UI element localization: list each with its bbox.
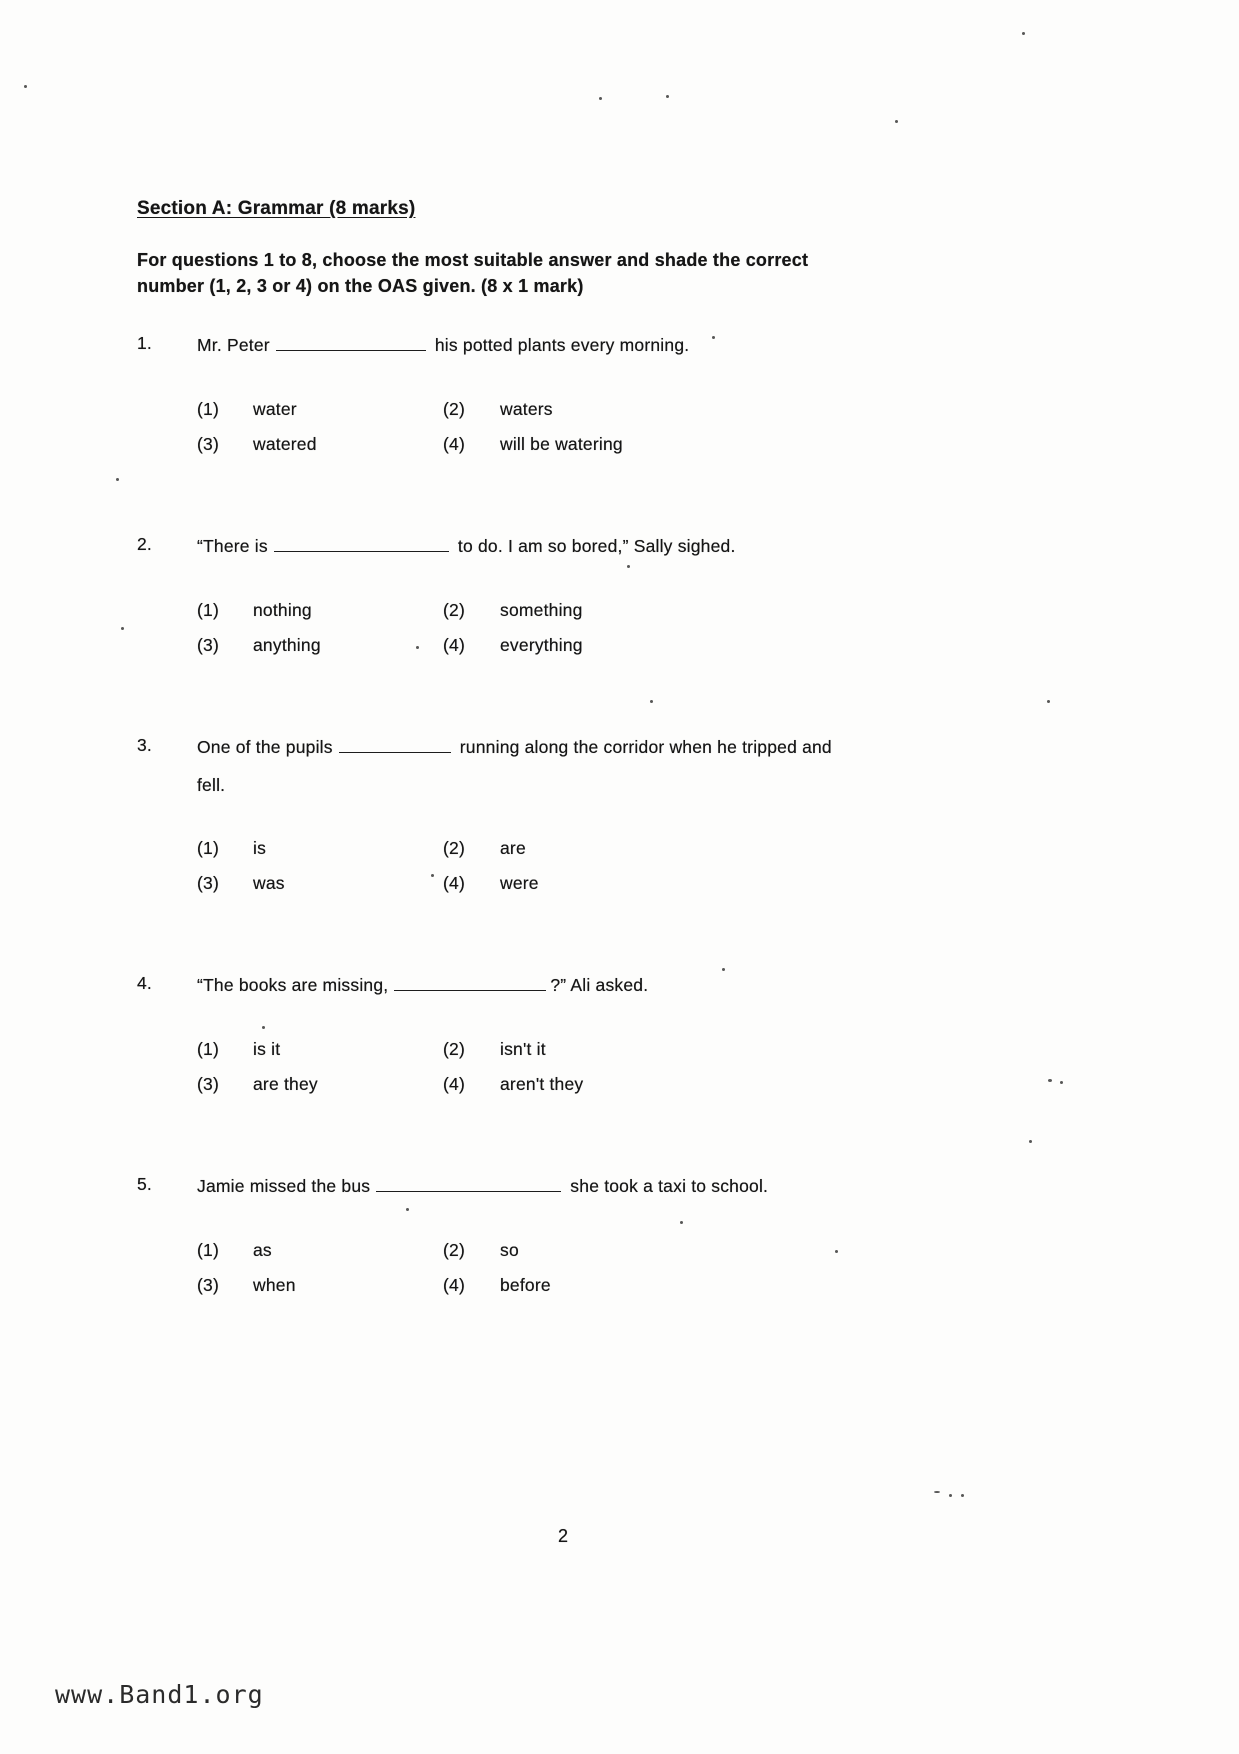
scan-speck bbox=[1029, 1140, 1032, 1143]
option-number: (1) bbox=[197, 600, 219, 620]
option-label: before bbox=[500, 1275, 551, 1295]
scan-speck bbox=[121, 627, 124, 630]
question-number: 2. bbox=[137, 534, 152, 554]
option-label: so bbox=[500, 1240, 519, 1260]
stem-text-after: ?” Ali asked. bbox=[550, 975, 649, 995]
stem-text-line2: fell. bbox=[197, 775, 226, 795]
question-5 bbox=[137, 1174, 912, 1296]
instructions-line-1: For questions 1 to 8, choose the most suitable answer and shade the correct bbox=[137, 250, 809, 270]
options-grid bbox=[197, 838, 912, 894]
section-title: Section A: Grammar (8 marks) bbox=[137, 198, 416, 219]
question-stem bbox=[197, 1174, 912, 1198]
scan-speck bbox=[116, 478, 119, 481]
option-number: (2) bbox=[443, 1240, 465, 1260]
scan-speck bbox=[599, 97, 602, 100]
option-number: (1) bbox=[197, 1039, 219, 1059]
options-grid bbox=[197, 1039, 912, 1095]
option-label: waters bbox=[500, 399, 553, 419]
question-3 bbox=[137, 735, 912, 894]
instructions-line-2: number (1, 2, 3 or 4) on the OAS given. (8 x 1 mark) bbox=[137, 276, 584, 296]
option-number: (2) bbox=[443, 600, 465, 620]
scan-speck bbox=[961, 1494, 964, 1497]
stem-text-before: “The books are missing, bbox=[197, 975, 389, 995]
scan-speck bbox=[431, 874, 434, 877]
instructions bbox=[137, 247, 897, 299]
answer-blank bbox=[274, 536, 449, 552]
scan-speck bbox=[416, 646, 419, 649]
question-4 bbox=[137, 973, 912, 1095]
option-label: is bbox=[253, 838, 267, 858]
option-label: something bbox=[500, 600, 583, 620]
question-body bbox=[197, 333, 912, 455]
option-label: is it bbox=[253, 1039, 281, 1059]
stem-text-after: running along the corridor when he tripped and bbox=[454, 737, 832, 757]
option-label: when bbox=[253, 1275, 296, 1295]
scan-speck bbox=[712, 336, 715, 339]
question-body bbox=[197, 1174, 912, 1296]
option-number: (4) bbox=[443, 873, 465, 893]
question-body bbox=[197, 735, 912, 894]
question-body bbox=[197, 973, 912, 1095]
option-label: as bbox=[253, 1240, 272, 1260]
scan-speck bbox=[722, 968, 725, 971]
question-stem bbox=[197, 333, 912, 357]
option-label: everything bbox=[500, 635, 583, 655]
scan-speck bbox=[680, 1221, 683, 1224]
stem-text-before: Jamie missed the bus bbox=[197, 1176, 371, 1196]
watermark-url: www.Band1.org bbox=[55, 1680, 264, 1709]
stem-text-before: One of the pupils bbox=[197, 737, 333, 757]
scan-speck bbox=[835, 1250, 838, 1253]
options-grid bbox=[197, 600, 912, 656]
option-label: anything bbox=[253, 635, 321, 655]
scan-speck bbox=[650, 700, 653, 703]
scan-speck bbox=[262, 1026, 265, 1029]
scan-speck bbox=[949, 1494, 952, 1497]
option-number: (1) bbox=[197, 399, 219, 419]
question-stem bbox=[197, 534, 912, 558]
scan-speck bbox=[24, 85, 27, 88]
option-label: were bbox=[500, 873, 539, 893]
option-label: are bbox=[500, 838, 526, 858]
answer-blank bbox=[339, 737, 451, 753]
option-label: are they bbox=[253, 1074, 318, 1094]
option-number: (3) bbox=[197, 635, 219, 655]
question-number: 4. bbox=[137, 973, 152, 993]
option-number: (2) bbox=[443, 838, 465, 858]
answer-blank bbox=[394, 975, 546, 991]
stem-text-before: Mr. Peter bbox=[197, 335, 270, 355]
option-number: (2) bbox=[443, 1039, 465, 1059]
option-number: (4) bbox=[443, 434, 465, 454]
question-stem bbox=[197, 735, 912, 759]
page-content bbox=[137, 198, 912, 1296]
option-label: was bbox=[253, 873, 285, 893]
question-body bbox=[197, 534, 912, 656]
question-number: 1. bbox=[137, 333, 152, 353]
page-number: 2 bbox=[558, 1526, 569, 1546]
scan-speck bbox=[666, 95, 669, 98]
option-number: (3) bbox=[197, 1275, 219, 1295]
option-number: (4) bbox=[443, 1074, 465, 1094]
question-1 bbox=[137, 333, 912, 455]
answer-blank bbox=[376, 1176, 561, 1192]
question-2 bbox=[137, 534, 912, 656]
option-label: isn't it bbox=[500, 1039, 546, 1059]
option-label: watered bbox=[253, 434, 317, 454]
stem-text-after: his potted plants every morning. bbox=[429, 335, 690, 355]
scan-speck bbox=[1060, 1081, 1063, 1084]
option-number: (1) bbox=[197, 838, 219, 858]
option-number: (4) bbox=[443, 1275, 465, 1295]
options-grid bbox=[197, 399, 912, 455]
question-number: 5. bbox=[137, 1174, 152, 1194]
scan-speck bbox=[934, 1491, 940, 1493]
options-grid bbox=[197, 1240, 912, 1296]
scan-speck bbox=[1048, 1079, 1052, 1082]
stem-text-after: to do. I am so bored,” Sally sighed. bbox=[452, 536, 736, 556]
scan-speck bbox=[406, 1208, 409, 1211]
option-number: (3) bbox=[197, 873, 219, 893]
option-number: (2) bbox=[443, 399, 465, 419]
option-label: water bbox=[253, 399, 297, 419]
stem-text-before: “There is bbox=[197, 536, 268, 556]
answer-blank bbox=[276, 335, 426, 351]
option-number: (3) bbox=[197, 1074, 219, 1094]
question-stem bbox=[197, 973, 912, 997]
option-number: (3) bbox=[197, 434, 219, 454]
option-number: (4) bbox=[443, 635, 465, 655]
option-label: will be watering bbox=[500, 434, 623, 454]
question-number: 3. bbox=[137, 735, 152, 755]
scan-speck bbox=[1047, 700, 1050, 703]
option-number: (1) bbox=[197, 1240, 219, 1260]
option-label: aren't they bbox=[500, 1074, 584, 1094]
scan-speck bbox=[1022, 32, 1025, 35]
scan-speck bbox=[895, 120, 898, 123]
stem-text-after: she took a taxi to school. bbox=[565, 1176, 769, 1196]
option-label: nothing bbox=[253, 600, 312, 620]
scan-speck bbox=[627, 565, 630, 568]
